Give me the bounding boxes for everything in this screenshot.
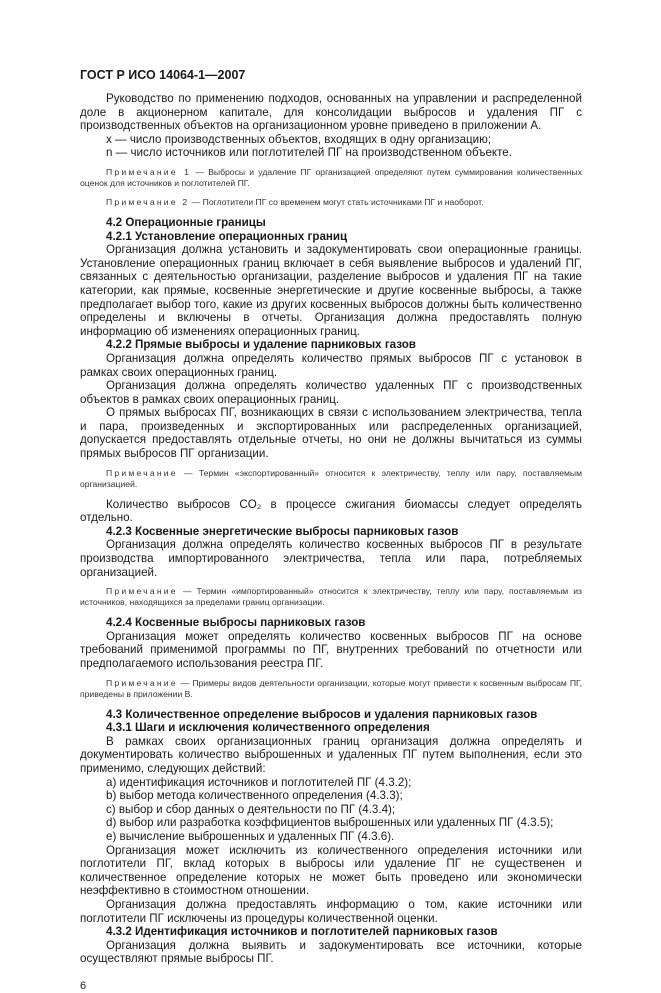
note-text: — Выбросы и удаление ПГ организацией определяют путем суммирования количественных оценок для источников и поглотителей ПГ. [80,166,582,188]
note-label: Примечание [106,467,178,478]
note [80,586,582,608]
document-body [80,92,582,966]
section-heading: 4.2.4 Косвенные выбросы парниковых газов [106,616,366,630]
section-heading: 4.2 Операционные границы [106,215,266,229]
section-heading: 4.2.2 Прямые выбросы и удаление парниковых газов [106,338,416,352]
section-heading: 4.3 Количественное определение выбросов и удаления парниковых газов [106,707,538,721]
paragraph: x — число производственных объектов, входящих в одну организацию; [106,132,492,146]
note [80,167,582,189]
note-text: — Поглотители ПГ со временем могут стать источниками ПГ и наоборот. [189,196,484,207]
note-label: Примечание [106,677,178,688]
note-label: Примечание [106,586,178,597]
paragraph: Организация должна предоставлять информацию о том, какие источники или поглотители ПГ исключены из процедуры количественной оценки. [80,897,582,925]
list-item: b) выбор метода количественного определения (4.3.3); [106,789,403,803]
list-item: e) вычисление выброшенных и удаленных ПГ (4.3.6). [106,829,395,843]
note-text: — Примеры видов деятельности организации, которые могут привести к косвенным выбросам ПГ, приведены в приложении В. [80,677,582,699]
paragraph: Количество выбросов CO₂ в процессе сжигания биомассы следует определять отдельно. [80,497,582,525]
paragraph: Организация должна определять количество прямых выбросов ПГ с установок в рамках своих операционных границ. [80,351,582,379]
list-item: d) выбор или разработка коэффициентов выброшенных или удаленных ПГ (4.3.5); [106,816,554,830]
paragraph: Руководство по применению подходов, основанных на управлении и распределенной доле в акционерном капитале, для консолидации выбросов и удаления ПГ с производственных объектов на организационном уровне приведено в приложении А. [80,92,582,133]
section-heading: 4.2.1 Установление операционных границ [106,229,348,243]
paragraph: О прямых выбросах ПГ, возникающих в связи с использованием электричества, тепла и пара, произведенных и экспортированных или распределенных организацией, допускается предоставлять отдельные отчеты, но они не должны вычитаться из суммы прямых выбросов ПГ организации. [80,406,582,461]
list-item: c) выбор и сбор данных о деятельности по ПГ (4.3.4); [106,802,396,816]
page [80,68,582,993]
note-label: Примечание 1 [106,166,192,177]
section-heading: 4.2.3 Косвенные энергетические выбросы парниковых газов [106,524,459,538]
note [80,468,582,490]
page-number: 6 [80,979,87,992]
note-label: Примечание 2 [106,196,190,207]
note [80,197,582,208]
note-text: — Термин «импортированный» относится к электричеству, теплу или пару, поставляемым из источников, находящихся за пределами границ организации. [80,586,582,608]
paragraph: n — число источников или поглотителей ПГ на производственном объекте. [106,146,512,160]
paragraph: Организация должна выявить и задокументировать все источники, которые осуществляют прямые выбросы ПГ. [80,938,582,966]
paragraph: Организация может исключить из количественного определения источники или поглотители ПГ, вклад которых в выбросы или удаление ПГ не существенен и количественное определение которых не может быть проведено или экономически неэффективно в стоимостном отношении. [80,843,582,898]
paragraph: В рамках своих организационных границ организация должна определять и документировать количество выброшенных и удаленных ПГ путем выполнения, если это применимо, следующих действий: [80,734,582,775]
paragraph: Организация может определять количество косвенных выбросов ПГ на основе требований применимой программы по ПГ, внутренних требований по отчетности или предполагаемого использования реестра ПГ. [80,629,582,670]
note [80,678,582,700]
document-header: ГОСТ Р ИСО 14064-1—2007 [80,68,246,82]
note-text: — Термин «экспортированный» относится к электричеству, теплу или пару, поставляемым организацией. [80,467,582,489]
list-item: a) идентификация источников и поглотителей ПГ (4.3.2); [106,775,412,789]
paragraph: Организация должна определять количество косвенных выбросов ПГ в результате производства импортированного электричества, тепла или пара, потребляемых организацией. [80,538,582,579]
section-heading: 4.3.1 Шаги и исключения количественного определения [106,721,430,735]
section-heading: 4.3.2 Идентификация источников и поглотителей парниковых газов [106,925,498,939]
paragraph: Организация должна установить и задокументировать свои операционные границы. Установление операционных границ включает в себя выявление выбросов и удалений ПГ, связанных с деятельностью организации, разделение выбросов и удаления ПГ на такие категории, как прямые, косвенные энергетические и другие косвенные выбросы, а также предполагает выбор того, какие из других косвенных выбросов должны быть количественно определены и включены в отчеты. Организация должна предоставлять полную информацию об изменениях операционных границ. [80,243,582,338]
paragraph: Организация должна определять количество удаленных ПГ с производственных объектов в рамках своих операционных границ. [80,379,582,406]
